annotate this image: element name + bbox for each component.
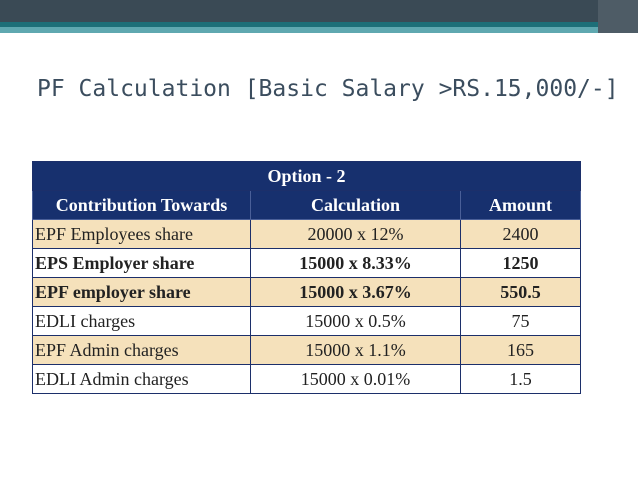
table-row [33,220,581,249]
column-header-contribution: Contribution Towards [33,191,251,220]
calculation-cell: 15000 x 0.01% [251,365,461,394]
column-header-calculation: Calculation [251,191,461,220]
calculation-cell: 15000 x 1.1% [251,336,461,365]
contribution-cell: EDLI charges [33,307,251,336]
contribution-cell: EPF Admin charges [33,336,251,365]
table-row [33,278,581,307]
table-row [33,336,581,365]
contribution-cell: EPS Employer share [33,249,251,278]
calculation-cell: 15000 x 0.5% [251,307,461,336]
table-row [33,365,581,394]
table-row [33,249,581,278]
slide-title: PF Calculation [Basic Salary >RS.15,000/-] [37,76,619,102]
calculation-cell: 20000 x 12% [251,220,461,249]
column-header-amount: Amount [461,191,581,220]
contribution-cell: EDLI Admin charges [33,365,251,394]
pf-calculation-table [32,161,581,394]
calculation-cell: 15000 x 3.67% [251,278,461,307]
amount-cell: 550.5 [461,278,581,307]
slide-top-bar [0,0,638,22]
contribution-cell: EPF employer share [33,278,251,307]
contribution-cell: EPF Employees share [33,220,251,249]
calculation-cell: 15000 x 8.33% [251,249,461,278]
amount-cell: 1.5 [461,365,581,394]
amount-cell: 165 [461,336,581,365]
amount-cell: 75 [461,307,581,336]
amount-cell: 2400 [461,220,581,249]
table-row [33,307,581,336]
slide-top-stripe-light [0,27,638,33]
option-header: Option - 2 [33,162,581,191]
amount-cell: 1250 [461,249,581,278]
slide-top-accent [598,0,638,33]
